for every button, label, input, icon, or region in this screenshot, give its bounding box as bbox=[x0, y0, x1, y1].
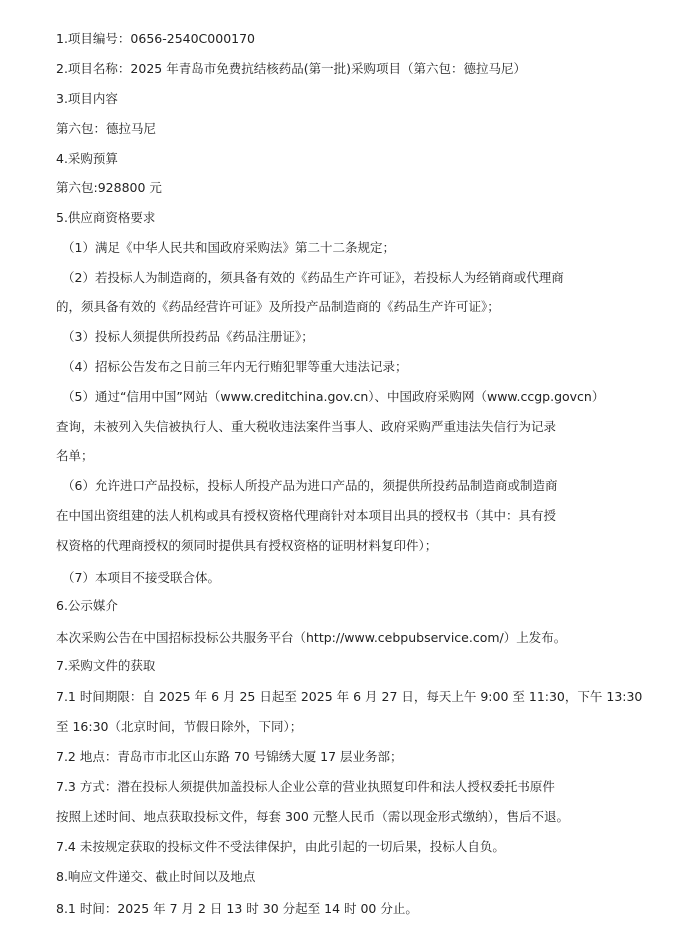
text-line: 7.2 地点：青岛市市北区山东路 70 号锦绣大厦 17 层业务部； bbox=[56, 749, 403, 764]
text-line: 名单； bbox=[56, 448, 94, 463]
text-line: 8.1 时间：2025 年 7 月 2 日 13 时 30 分起至 14 时 00 分止。 bbox=[56, 901, 418, 916]
text-line: 7.采购文件的获取 bbox=[56, 658, 156, 673]
text-line: （3）投标人须提供所投药品《药品注册证》； bbox=[62, 329, 314, 344]
text-line: （1）满足《中华人民共和国政府采购法》第二十二条规定； bbox=[62, 240, 395, 255]
text-line: 8.响应文件递交、截止时间以及地点 bbox=[56, 869, 256, 884]
text-line: （2）若投标人为制造商的，须具备有效的《药品生产许可证》，若投标人为经销商或代理商 bbox=[62, 270, 564, 285]
text-line: 第六包：德拉马尼 bbox=[56, 121, 157, 136]
text-line: 4.采购预算 bbox=[56, 151, 118, 166]
text-line: （5）通过“信用中国”网站（www.creditchina.gov.cn）、中国政府采购网（www.ccgp.govcn） bbox=[62, 389, 605, 404]
text-line: 7.1 时间期限：自 2025 年 6 月 25 日起至 2025 年 6 月 27 日，每天上午 9:00 至 11:30，下午 13:30 bbox=[56, 689, 643, 704]
text-line: 第六包:928800 元 bbox=[56, 180, 162, 195]
text-line: 7.3 方式：潜在投标人须提供加盖投标人企业公章的营业执照复印件和法人授权委托书原件 bbox=[56, 779, 555, 794]
text-line: （4）招标公告发布之日前三年内无行贿犯罪等重大违法记录； bbox=[62, 359, 408, 374]
text-line: 在中国出资组建的法人机构或具有授权资格代理商针对本项目出具的授权书（其中：具有授 bbox=[56, 508, 557, 523]
text-line: （6）允许进口产品投标，投标人所投产品为进口产品的，须提供所投药品制造商或制造商 bbox=[62, 478, 558, 493]
text-line: 本次采购公告在中国招标投标公共服务平台（http://www.cebpubservice.com/）上发布。 bbox=[56, 630, 567, 645]
text-line: 5.供应商资格要求 bbox=[56, 210, 156, 225]
text-line: 权资格的代理商授权的须同时提供具有授权资格的证明材料复印件）； bbox=[56, 538, 438, 553]
text-line: 的，须具备有效的《药品经营许可证》及所投产品制造商的《药品生产许可证》； bbox=[56, 299, 500, 314]
text-line: 1.项目编号：0656-2540C000170 bbox=[56, 31, 256, 46]
text-line: 7.4 未按规定获取的投标文件不受法律保护，由此引起的一切后果，投标人自负。 bbox=[56, 839, 505, 854]
text-line: 至 16:30（北京时间，节假日除外，下同）； bbox=[56, 719, 303, 734]
text-line: 6.公示媒介 bbox=[56, 598, 118, 613]
text-line: 2.项目名称：2025 年青岛市免费抗结核药品(第一批)采购项目（第六包：德拉马尼） bbox=[56, 61, 526, 76]
text-line: 按照上述时间、地点获取投标文件，每套 300 元整人民币（需以现金形式缴纳），售后不退。 bbox=[56, 809, 570, 824]
text-line: （7）本项目不接受联合体。 bbox=[62, 570, 220, 585]
text-line: 查询，未被列入失信被执行人、重大税收违法案件当事人、政府采购严重违法失信行为记录 bbox=[56, 419, 557, 434]
text-line: 3.项目内容 bbox=[56, 91, 118, 106]
